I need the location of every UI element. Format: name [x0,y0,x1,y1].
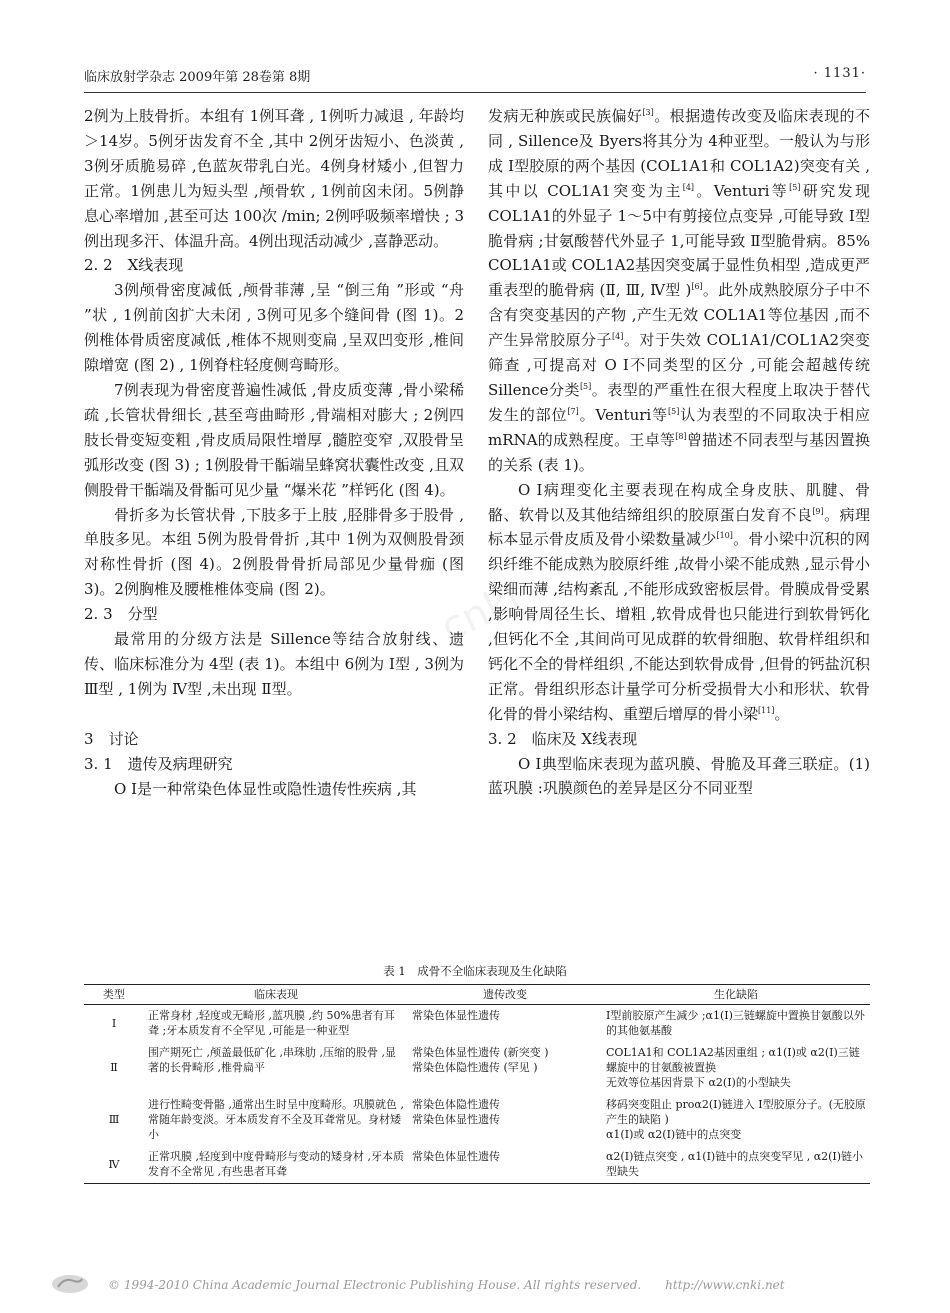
cell-biochem: α2(Ⅰ)链点突变 , α1(Ⅰ)链中的点突变罕见 , α2(Ⅰ)链小型缺失 [606,1150,864,1178]
cell-clinical: 正常巩膜 ,轻度到中度骨畸形与变动的矮身材 ,牙本质发育不全常见 ,有些患者耳聋 [148,1150,404,1178]
cell-genetic: 常染色体隐性遗传 常染色体显性遗传 [412,1098,500,1126]
right-column [488,104,870,801]
cell-biochem: Ⅰ型前胶原产生减少 ;α1(Ⅰ)三链螺旋中置换甘氨酸以外的其他氨基酸 [606,1009,865,1037]
header-cell-clinical: 临床表现 [144,985,408,1005]
header-cell-genetic: 遗传改变 [408,985,602,1005]
header-cell-type: 类型 [84,985,144,1005]
citation: [10] [716,531,733,541]
cell-clinical: 进行性畸变骨骼 ,通常出生时呈中度畸形。巩膜就色 ,常随年龄变淡。牙本质发育不全及耳聋常见。身材矮小 [148,1098,404,1141]
citation: [8] [675,431,687,441]
spacer [84,702,464,727]
table-header-row [84,985,870,1005]
citation: [11] [758,705,775,715]
copyright-notice: © 1994-2010 China Academic Journal Electronic Publishing House. All rights reserved. http://www.cnki.net [108,1278,785,1292]
left-column [84,104,464,801]
paragraph: O I病理变化主要表现在构成全身皮肤、肌腱、骨骼、软骨以及其他结缔组织的胶原蛋白发育不良[9]。病理标本显示骨皮质及骨小梁数量减少[10]。骨小梁中沉积的网织纤维不能成熟为胶原纤维 ,故骨小梁不能成熟 ,显示骨小梁细而薄 ,结构紊乱 ,不能形成致密板层骨。骨膜成骨受累 ,影响骨周径生长、增粗 ,软骨成骨也只能进行到软骨钙化 ,但钙化不全 ,其间尚可见成群的软骨细胞、软骨样组织和钙化不全的骨样组织 ,不能达到软骨成骨 ,但骨的钙盐沉积正常。骨组织形态计量学可分析受损骨大小和形状、软骨化骨的骨小梁结构、重塑后增厚的骨小梁[11]。 [488,480,870,723]
cell-biochem: 移码突变阻止 proα2(I)链进入 Ⅰ型胶原分子。(无胶原产生的缺陷 ) α1(Ⅰ)或 α2(Ⅰ)链中的点突变 [606,1098,866,1141]
running-header [84,66,866,88]
paragraph: 2例为上肢骨折。本组有 1例耳聋 , 1例听力减退 , 年龄均 ＞14岁。5例牙齿发育不全 ,其中 2例牙齿短小、色淡黄 , 3例牙质脆易碎 ,色蓝灰带乳白光。4例身材矮小 ,但智力正常。1例患儿为短头型 ,颅骨软 , 1例前囟未闭。5例静息心率增加 ,甚至可达 100次 /min; 2例呼吸频率增快 ; 3例出现多汗、体温升高。4例出现活动减少 ,喜静恶动。 [84,107,464,250]
watermark: cnki [434,574,528,652]
journal-title: 临床放射学杂志 2009年第 28卷第 8期 [84,70,311,85]
paragraph: 3例颅骨密度减低 ,颅骨菲薄 ,呈 “倒三角 ”形或 “舟 ”状 , 1例前囟扩大未闭 , 3例可见多个缝间骨 (图 1)。2例椎体骨质密度减低 ,椎体不规则变扁 ,呈双凹变形 ,椎间隙增宽 (图 2) , 1例脊柱轻度侧弯畸形。 [84,281,464,375]
citation: [4] [612,332,624,342]
header-rule [84,92,866,93]
citation: [4] [682,182,695,192]
cell-type: Ⅳ [108,1157,120,1171]
page-number: · 1131· [813,66,866,81]
cell-type: Ⅲ [108,1113,120,1126]
paragraph: 发病无种族或民族偏好[3]。根据遗传改变及临床表现的不同 , Sillence及 Byers将其分为 4种亚型。一般认为与形成 Ⅰ型胶原的两个基因 (COL1A1和 COL1A2)突变有关 ,其中以 COL1A1突变为主[4]。Venturi等[5]研究发现 COL1A1的外显子 1～5中有剪接位点变异 ,可能导致 Ⅰ型脆骨病 ;甘氨酸替代外显子 1,可能导致 Ⅱ型脆骨病。85% COL1A1或 COL1A2基因突变属于显性负相型 ,造成更严重表型的脆骨病 (Ⅱ, Ⅲ, Ⅳ型 )[6]。此外成熟胶原分子中不含有突变基因的产物 ,产生无效 COL1A1等位基因 ,而不产生异常胶原分子[4]。对于失效 COL1A1/COL1A2突变筛查 ,可提高对 O I不同类型的区分 ,可能会超越传统 Sillence分类[5]。表型的严重性在很大程度上取决于替代发生的部位[7]。Venturi等[5]认为表型的不同取决于相应 mRNA的成熟程度。王卓等[8]曾描述不同表型与基因置换的关系 (表 1)。 [488,107,870,474]
citation: [7] [567,406,579,416]
paragraph: O I是一种常染色体显性或隐性遗传性疾病 ,其 [114,779,417,798]
section-heading: 3. 1 遗传及病理研究 [84,754,233,773]
table-row [84,1042,870,1094]
table-caption: 表 1 成骨不全临床表现及生化缺陷 [383,964,567,978]
table-1 [84,984,870,1184]
cell-clinical: 正常身材 ,轻度或无畸形 ,蓝巩膜 ,约 50%患者有耳聋 ;牙本质发育不全罕见 ,可能是一种亚型 [148,1009,395,1037]
header-cell-biochem: 生化缺陷 [602,985,870,1005]
paragraph: 最常用的分级方法是 Sillence等结合放射线、遗传、临床标准分为 4型 (表 1)。本组中 6例为 Ⅰ型 , 3例为 Ⅲ型 , 1例为 Ⅳ型 ,未出现 Ⅱ型。 [84,630,464,698]
citation: [5] [579,381,592,391]
section-heading: 3 讨论 [84,729,139,748]
cell-genetic: 常染色体显性遗传 (新突变 ) 常染色体隐性遗传 (罕见 ) [412,1046,549,1074]
section-heading: 2. 3 分型 [84,605,158,624]
cell-type: Ⅰ [111,1016,117,1030]
citation: [5] [667,406,680,416]
cell-type: Ⅱ [110,1061,118,1074]
citation: [9] [812,506,824,516]
citation: [3] [642,108,654,117]
cell-genetic: 常染色体显性遗传 [412,1009,500,1022]
cnki-logo-icon [50,1273,90,1295]
table-row [84,1094,870,1146]
footer [50,1273,900,1297]
cell-genetic: 常染色体显性遗传 [412,1150,500,1163]
cell-biochem: COL1A1和 COL1A2基因重组 ; α1(Ⅰ)或 α2(Ⅰ)三链螺旋中的甘氨酸被置换 无效等位基因背景下 α2(I)的小型缺失 [606,1046,860,1089]
citation: [6] [691,282,703,292]
citation: [5] [789,182,801,192]
paragraph: 7例表现为骨密度普遍性减低 ,骨皮质变薄 ,骨小梁稀疏 ,长管状骨细长 ,甚至弯曲畸形 ,骨端相对膨大 ; 2例四肢长骨变短变粗 ,骨皮质局限性增厚 ,髓腔变窄 ,双股骨呈弧形改变 (图 3) ; 1例股骨干骺端呈蜂窝状囊性改变 ,且双侧股骨干骺端及骨骺可见少量 “爆米花 ”样钙化 (图 4)。 [84,380,464,499]
table-row [84,1005,870,1043]
paragraph: O I典型临床表现为蓝巩膜、骨脆及耳聋三联症。(1)蓝巩膜 :巩膜颜色的差异是区分不同亚型 [488,754,870,798]
cell-clinical: 围产期死亡 ,颅盖最低矿化 ,串珠肋 ,压缩的股骨 ,显著的长骨畸形 ,椎骨扁平 [148,1046,396,1074]
section-heading: 3. 2 临床及 X线表现 [488,729,638,748]
table-row [84,1146,870,1184]
paragraph: 骨折多为长管状骨 ,下肢多于上肢 ,胫腓骨多于股骨 ,单肢多见。本组 5例为股骨骨折 ,其中 1例为双侧股骨颈对称性骨折 (图 4)。2例股骨骨折局部见少量骨痂 (图 3)。2例胸椎及腰椎椎体变扁 (图 2)。 [84,505,464,599]
section-heading: 2. 2 X线表现 [84,256,184,275]
